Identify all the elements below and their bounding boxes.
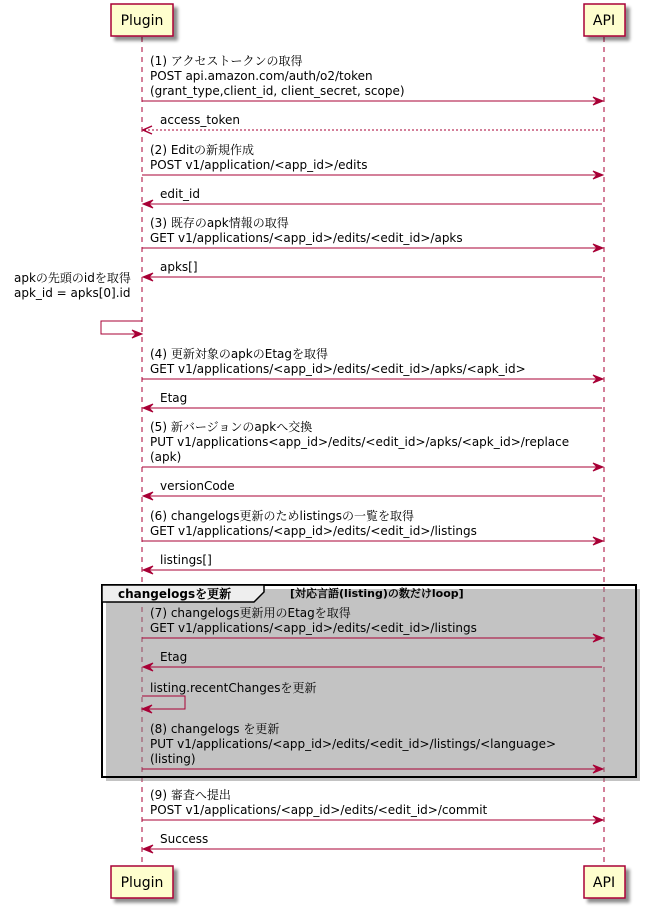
message-label: PUT v1/applications/<app_id>/edits/<edit_id>/listings/<language>	[150, 737, 557, 751]
message-label: POST v1/application/<app_id>/edits	[150, 158, 368, 172]
message-m5[interactable]	[142, 419, 603, 471]
message-label: Etag	[160, 650, 188, 664]
message-m3[interactable]	[142, 215, 603, 252]
message-label: GET v1/applications/<app_id>/edits/<edit_id>/apks/<apk_id>	[150, 362, 526, 376]
message-label: (6) changelogs更新のためlistingsの一覧を取得	[150, 509, 414, 523]
message-m1r[interactable]	[143, 113, 602, 134]
message-label: GET v1/applications/<app_id>/edits/<edit_id>/apks	[150, 231, 463, 245]
message-label: (2) Editの新規作成	[150, 143, 255, 157]
participant-plugin-name: Plugin	[120, 875, 164, 891]
loop-title: changelogsを更新	[118, 587, 232, 601]
message-label: apk_id = apks[0].id	[14, 286, 131, 300]
message-label: apkの先頭のidを取得	[14, 271, 131, 285]
participants-bottom	[111, 866, 625, 898]
message-label: (7) changelogs更新用のEtagを取得	[150, 606, 351, 620]
message-label: (9) 審査へ提出	[150, 788, 231, 802]
message-label: POST api.amazon.com/auth/o2/token	[150, 69, 373, 83]
message-m2r[interactable]	[143, 187, 602, 208]
message-self1[interactable]	[14, 270, 142, 338]
message-label: apks[]	[160, 260, 198, 274]
message-m6[interactable]	[142, 509, 603, 545]
message-label: edit_id	[160, 187, 200, 201]
message-label: GET v1/applications/<app_id>/edits/<edit_id>/listings	[150, 621, 477, 635]
message-label: (4) 更新対象のapkのEtagを取得	[150, 347, 328, 361]
participants-top	[111, 4, 625, 36]
participant-api-name: API	[592, 875, 616, 891]
message-label: (8) changelogs を更新	[150, 722, 280, 736]
message-label: POST v1/applications/<app_id>/edits/<edit_id>/commit	[150, 803, 488, 817]
message-label: listing.recentChangesを更新	[150, 681, 317, 695]
message-label: (3) 既存のapk情報の取得	[150, 216, 289, 230]
message-label: listings[]	[160, 553, 212, 567]
message-label: GET v1/applications/<app_id>/edits/<edit_id>/listings	[150, 524, 477, 538]
message-label: (listing)	[150, 752, 196, 766]
message-m2[interactable]	[142, 142, 603, 179]
message-m3r[interactable]	[143, 260, 602, 281]
message-label: (5) 新バージョンのapkへ交換	[150, 420, 313, 434]
message-label: Success	[160, 832, 209, 846]
message-label: versionCode	[160, 479, 235, 493]
message-label: (1) アクセストークンの取得	[150, 54, 303, 68]
participant-plugin-name: Plugin	[120, 13, 164, 29]
message-m1[interactable]	[142, 54, 603, 105]
message-label: (grant_type,client_id, client_secret, scope)	[150, 84, 405, 98]
message-m6r[interactable]	[143, 553, 602, 574]
message-m5r[interactable]	[143, 479, 602, 500]
message-label: Etag	[160, 391, 188, 405]
message-m9r[interactable]	[143, 832, 602, 853]
message-label: (apk)	[150, 450, 182, 464]
message-label: PUT v1/applications<app_id>/edits/<edit_id>/apks/<apk_id>/replace	[150, 435, 570, 449]
message-label: access_token	[160, 113, 240, 127]
message-m4[interactable]	[142, 346, 603, 383]
participant-api-name: API	[592, 13, 616, 29]
message-m9[interactable]	[142, 787, 603, 824]
loop-condition: [対応言語(listing)の数だけloop]	[290, 587, 464, 600]
message-m4r[interactable]	[143, 391, 602, 412]
